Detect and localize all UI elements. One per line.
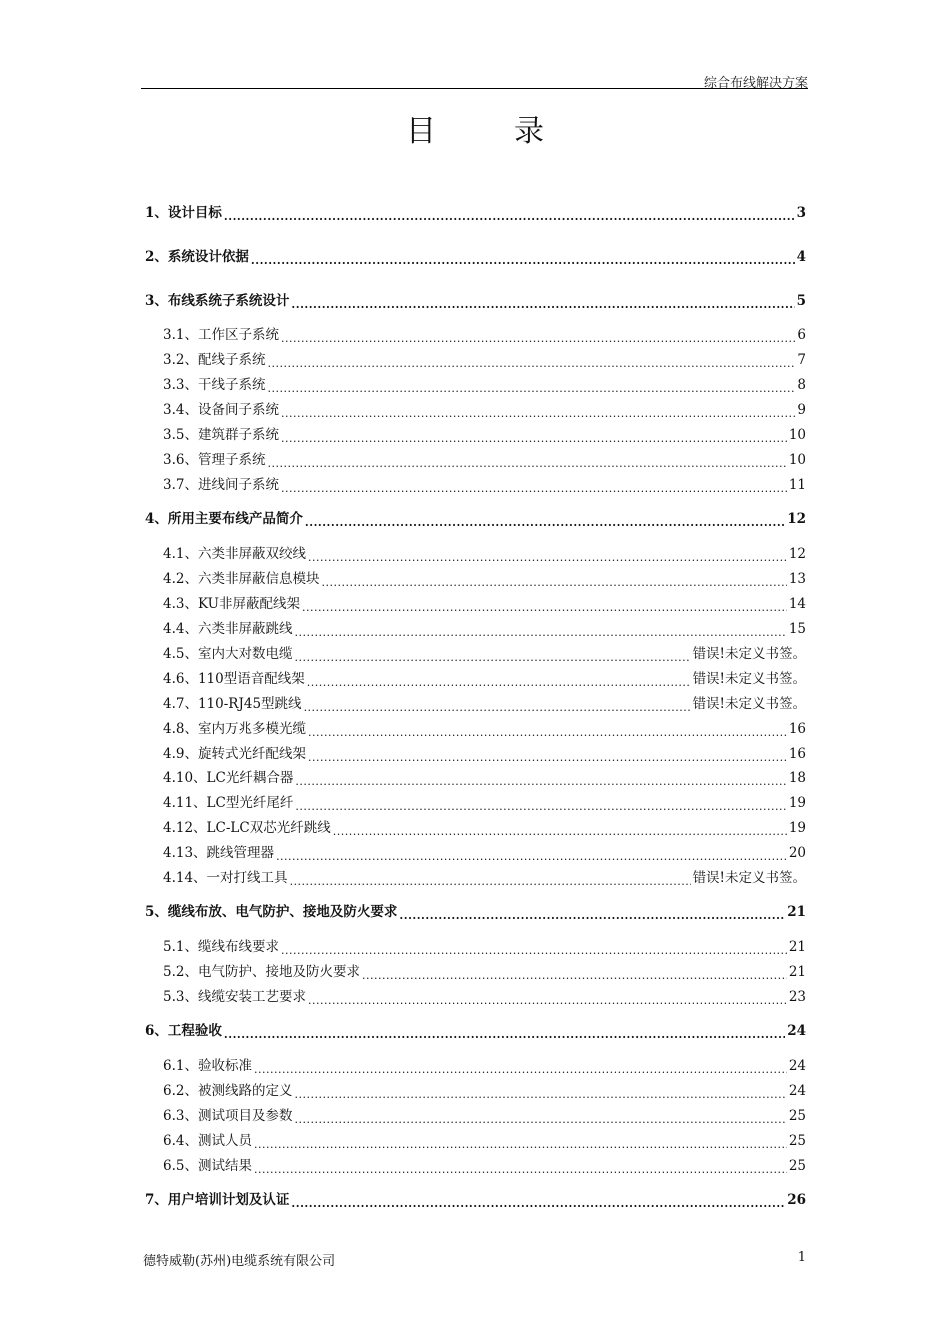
toc-entry-label: 5.1、缆线布线要求 (163, 939, 279, 955)
toc-entry-page: 12 (787, 511, 806, 527)
toc-leader-dots (267, 380, 795, 394)
toc-entry-page: 15 (788, 621, 806, 637)
toc-entry-page: 21 (788, 964, 806, 980)
toc-entry-page: 10 (788, 452, 806, 468)
toc-entry-page: 6 (797, 327, 806, 343)
toc-entry-label: 5.2、电气防护、接地及防火要求 (163, 964, 360, 980)
toc-leader-dots (254, 1161, 787, 1175)
toc-entry-page: 11 (788, 477, 806, 493)
toc-entry-label: 3.6、管理子系统 (163, 452, 266, 468)
toc-entry-page: 16 (788, 746, 806, 762)
toc-entry-label: 3.3、干线子系统 (163, 377, 266, 393)
toc-leader-dots (281, 480, 787, 494)
toc-entry-page: 4 (796, 249, 806, 265)
toc-leader-dots (281, 330, 795, 344)
toc-entry[interactable] (163, 988, 806, 1006)
toc-entry-label: 4.5、室内大对数电缆 (163, 646, 293, 662)
toc-entry-page: 18 (788, 770, 806, 786)
toc-entry[interactable] (163, 595, 806, 613)
toc-leader-dots (294, 624, 786, 638)
toc-entry[interactable] (163, 645, 806, 663)
toc-leader-dots (294, 1111, 786, 1125)
toc-entry[interactable] (163, 451, 806, 469)
toc-entry-page: 23 (788, 989, 806, 1005)
toc-entry-page: 24 (787, 1023, 806, 1039)
toc-entry-page: 25 (788, 1108, 806, 1124)
toc-entry[interactable] (163, 570, 806, 588)
toc-entry-label: 4.7、110-RJ45型跳线 (163, 696, 302, 712)
toc-entry-page: 19 (788, 795, 806, 811)
toc-leader-dots (291, 1195, 785, 1209)
toc-entry[interactable] (163, 620, 806, 638)
toc-entry[interactable] (163, 401, 806, 419)
toc-entry[interactable] (163, 819, 806, 837)
toc-entry-page: 8 (797, 377, 806, 393)
toc-entry-page: 24 (788, 1058, 806, 1074)
toc-entry[interactable] (145, 204, 806, 222)
toc-entry[interactable] (163, 745, 806, 763)
toc-leader-dots (291, 296, 794, 310)
toc-leader-dots (321, 574, 786, 588)
toc-entry[interactable] (163, 426, 806, 444)
toc-entry-page: 24 (788, 1083, 806, 1099)
toc-leader-dots (308, 549, 787, 563)
header-rule (141, 88, 808, 89)
toc-entry[interactable] (163, 938, 806, 956)
toc-entry[interactable] (163, 1057, 806, 1075)
toc-entry[interactable] (163, 844, 806, 862)
toc-entry[interactable] (145, 1022, 806, 1040)
toc-entry-label: 4.10、LC光纤耦合器 (163, 770, 294, 786)
toc-entry-page: 5 (796, 293, 806, 309)
toc-entry-label: 6.4、测试人员 (163, 1133, 252, 1149)
toc-entry-label: 4.12、LC-LC双芯光纤跳线 (163, 820, 331, 836)
toc-entry-page: 16 (788, 721, 806, 737)
toc-entry[interactable] (145, 510, 806, 528)
toc-leader-dots (267, 455, 786, 469)
toc-entry[interactable] (163, 351, 806, 369)
toc-entry-page: 9 (797, 402, 806, 418)
toc-leader-dots (294, 1086, 786, 1100)
toc-entry[interactable] (163, 720, 806, 738)
toc-entry[interactable] (163, 1107, 806, 1125)
page-title: 目录 (406, 114, 622, 149)
toc-leader-dots (333, 823, 787, 837)
toc-entry[interactable] (163, 1157, 806, 1175)
toc-entry-label: 4.13、跳线管理器 (163, 845, 275, 861)
toc-entry[interactable] (145, 1191, 806, 1209)
toc-leader-dots (224, 1026, 785, 1040)
footer-company: 德特威勒(苏州)电缆系统有限公司 (143, 1254, 336, 1269)
toc-entry-page: 错误!未定义书签。 (692, 696, 806, 712)
toc-entry[interactable] (163, 869, 806, 887)
toc-entry-page: 错误!未定义书签。 (692, 671, 806, 687)
toc-leader-dots (295, 798, 786, 812)
toc-leader-dots (302, 599, 787, 613)
toc-entry-page: 19 (788, 820, 806, 836)
toc-entry-label: 3.1、工作区子系统 (163, 327, 279, 343)
toc-leader-dots (294, 649, 690, 663)
toc-entry-page: 25 (788, 1133, 806, 1149)
toc-entry[interactable] (163, 1082, 806, 1100)
toc-entry-page: 20 (788, 845, 806, 861)
toc-entry-page: 14 (788, 596, 806, 612)
toc-leader-dots (281, 405, 795, 419)
toc-leader-dots (267, 355, 795, 369)
toc-entry[interactable] (163, 376, 806, 394)
toc-entry-label: 2、系统设计依据 (145, 249, 249, 265)
toc-entry-label: 4.4、六类非屏蔽跳线 (163, 621, 293, 637)
toc-entry-label: 4.11、LC型光纤尾纤 (163, 795, 294, 811)
toc-entry-label: 4.8、室内万兆多模光缆 (163, 721, 306, 737)
toc-entry-page: 13 (788, 571, 806, 587)
toc-entry-page: 26 (787, 1192, 806, 1208)
toc-entry-label: 4.1、六类非屏蔽双绞线 (163, 546, 306, 562)
toc-leader-dots (224, 208, 795, 222)
toc-entry[interactable] (163, 769, 806, 787)
toc-entry[interactable] (163, 326, 806, 344)
toc-entry-page: 3 (796, 205, 806, 221)
toc-leader-dots (308, 749, 787, 763)
toc-entry-page: 21 (787, 904, 806, 920)
toc-entry-label: 6.1、验收标准 (163, 1058, 252, 1074)
toc-leader-dots (251, 252, 795, 266)
toc-entry[interactable] (163, 545, 806, 563)
toc-entry-page: 12 (788, 546, 806, 562)
toc-entry[interactable] (145, 292, 806, 310)
toc-entry-label: 5.3、线缆安装工艺要求 (163, 989, 306, 1005)
toc-leader-dots (281, 942, 787, 956)
toc-entry-page: 错误!未定义书签。 (692, 646, 806, 662)
toc-entry-label: 4、所用主要布线产品简介 (145, 511, 303, 527)
toc-leader-dots (295, 773, 786, 787)
toc-leader-dots (307, 674, 691, 688)
toc-entry-label: 4.3、KU非屏蔽配线架 (163, 596, 300, 612)
toc-entry[interactable] (163, 670, 806, 688)
toc-entry-label: 6、工程验收 (145, 1023, 222, 1039)
toc-leader-dots (308, 992, 787, 1006)
toc-entry-label: 6.2、被测线路的定义 (163, 1083, 293, 1099)
toc-leader-dots (281, 430, 787, 444)
toc-entry-label: 3.4、设备间子系统 (163, 402, 279, 418)
toc-entry-page: 错误!未定义书签。 (692, 870, 806, 886)
toc-entry-label: 7、用户培训计划及认证 (145, 1192, 290, 1208)
toc-entry[interactable] (163, 695, 806, 713)
toc-entry-page: 21 (788, 939, 806, 955)
toc-entry[interactable] (163, 1132, 806, 1150)
toc-entry-label: 4.2、六类非屏蔽信息模块 (163, 571, 320, 587)
toc-entry-label: 1、设计目标 (145, 205, 222, 221)
toc-entry[interactable] (163, 476, 806, 494)
toc-entry-label: 3.7、进线间子系统 (163, 477, 279, 493)
toc-entry-label: 3、布线系统子系统设计 (145, 293, 290, 309)
toc-entry[interactable] (145, 248, 806, 266)
toc-entry-label: 4.6、110型语音配线架 (163, 671, 305, 687)
toc-leader-dots (290, 873, 691, 887)
footer-page-number: 1 (797, 1250, 806, 1265)
toc-entry-label: 5、缆线布放、电气防护、接地及防火要求 (145, 904, 398, 920)
toc-entry-page: 10 (788, 427, 806, 443)
toc-entry[interactable] (163, 963, 806, 981)
toc-entry-label: 6.5、测试结果 (163, 1158, 252, 1174)
toc-entry-page: 25 (788, 1158, 806, 1174)
toc-entry-label: 3.2、配线子系统 (163, 352, 266, 368)
toc-leader-dots (399, 907, 785, 921)
running-header: 综合布线解决方案 (703, 76, 808, 91)
toc-leader-dots (254, 1061, 787, 1075)
toc-leader-dots (305, 514, 785, 528)
toc-entry-page: 7 (797, 352, 806, 368)
toc-entry[interactable] (163, 794, 806, 812)
toc-entry-label: 4.9、旋转式光纤配线架 (163, 746, 306, 762)
toc-leader-dots (276, 848, 787, 862)
toc-leader-dots (254, 1136, 787, 1150)
toc-entry-label: 6.3、测试项目及参数 (163, 1108, 293, 1124)
toc-entry-label: 4.14、一对打线工具 (163, 870, 288, 886)
toc-leader-dots (308, 724, 787, 738)
toc-entry[interactable] (145, 903, 806, 921)
toc-entry-label: 3.5、建筑群子系统 (163, 427, 279, 443)
toc-leader-dots (362, 967, 787, 981)
toc-leader-dots (304, 699, 691, 713)
